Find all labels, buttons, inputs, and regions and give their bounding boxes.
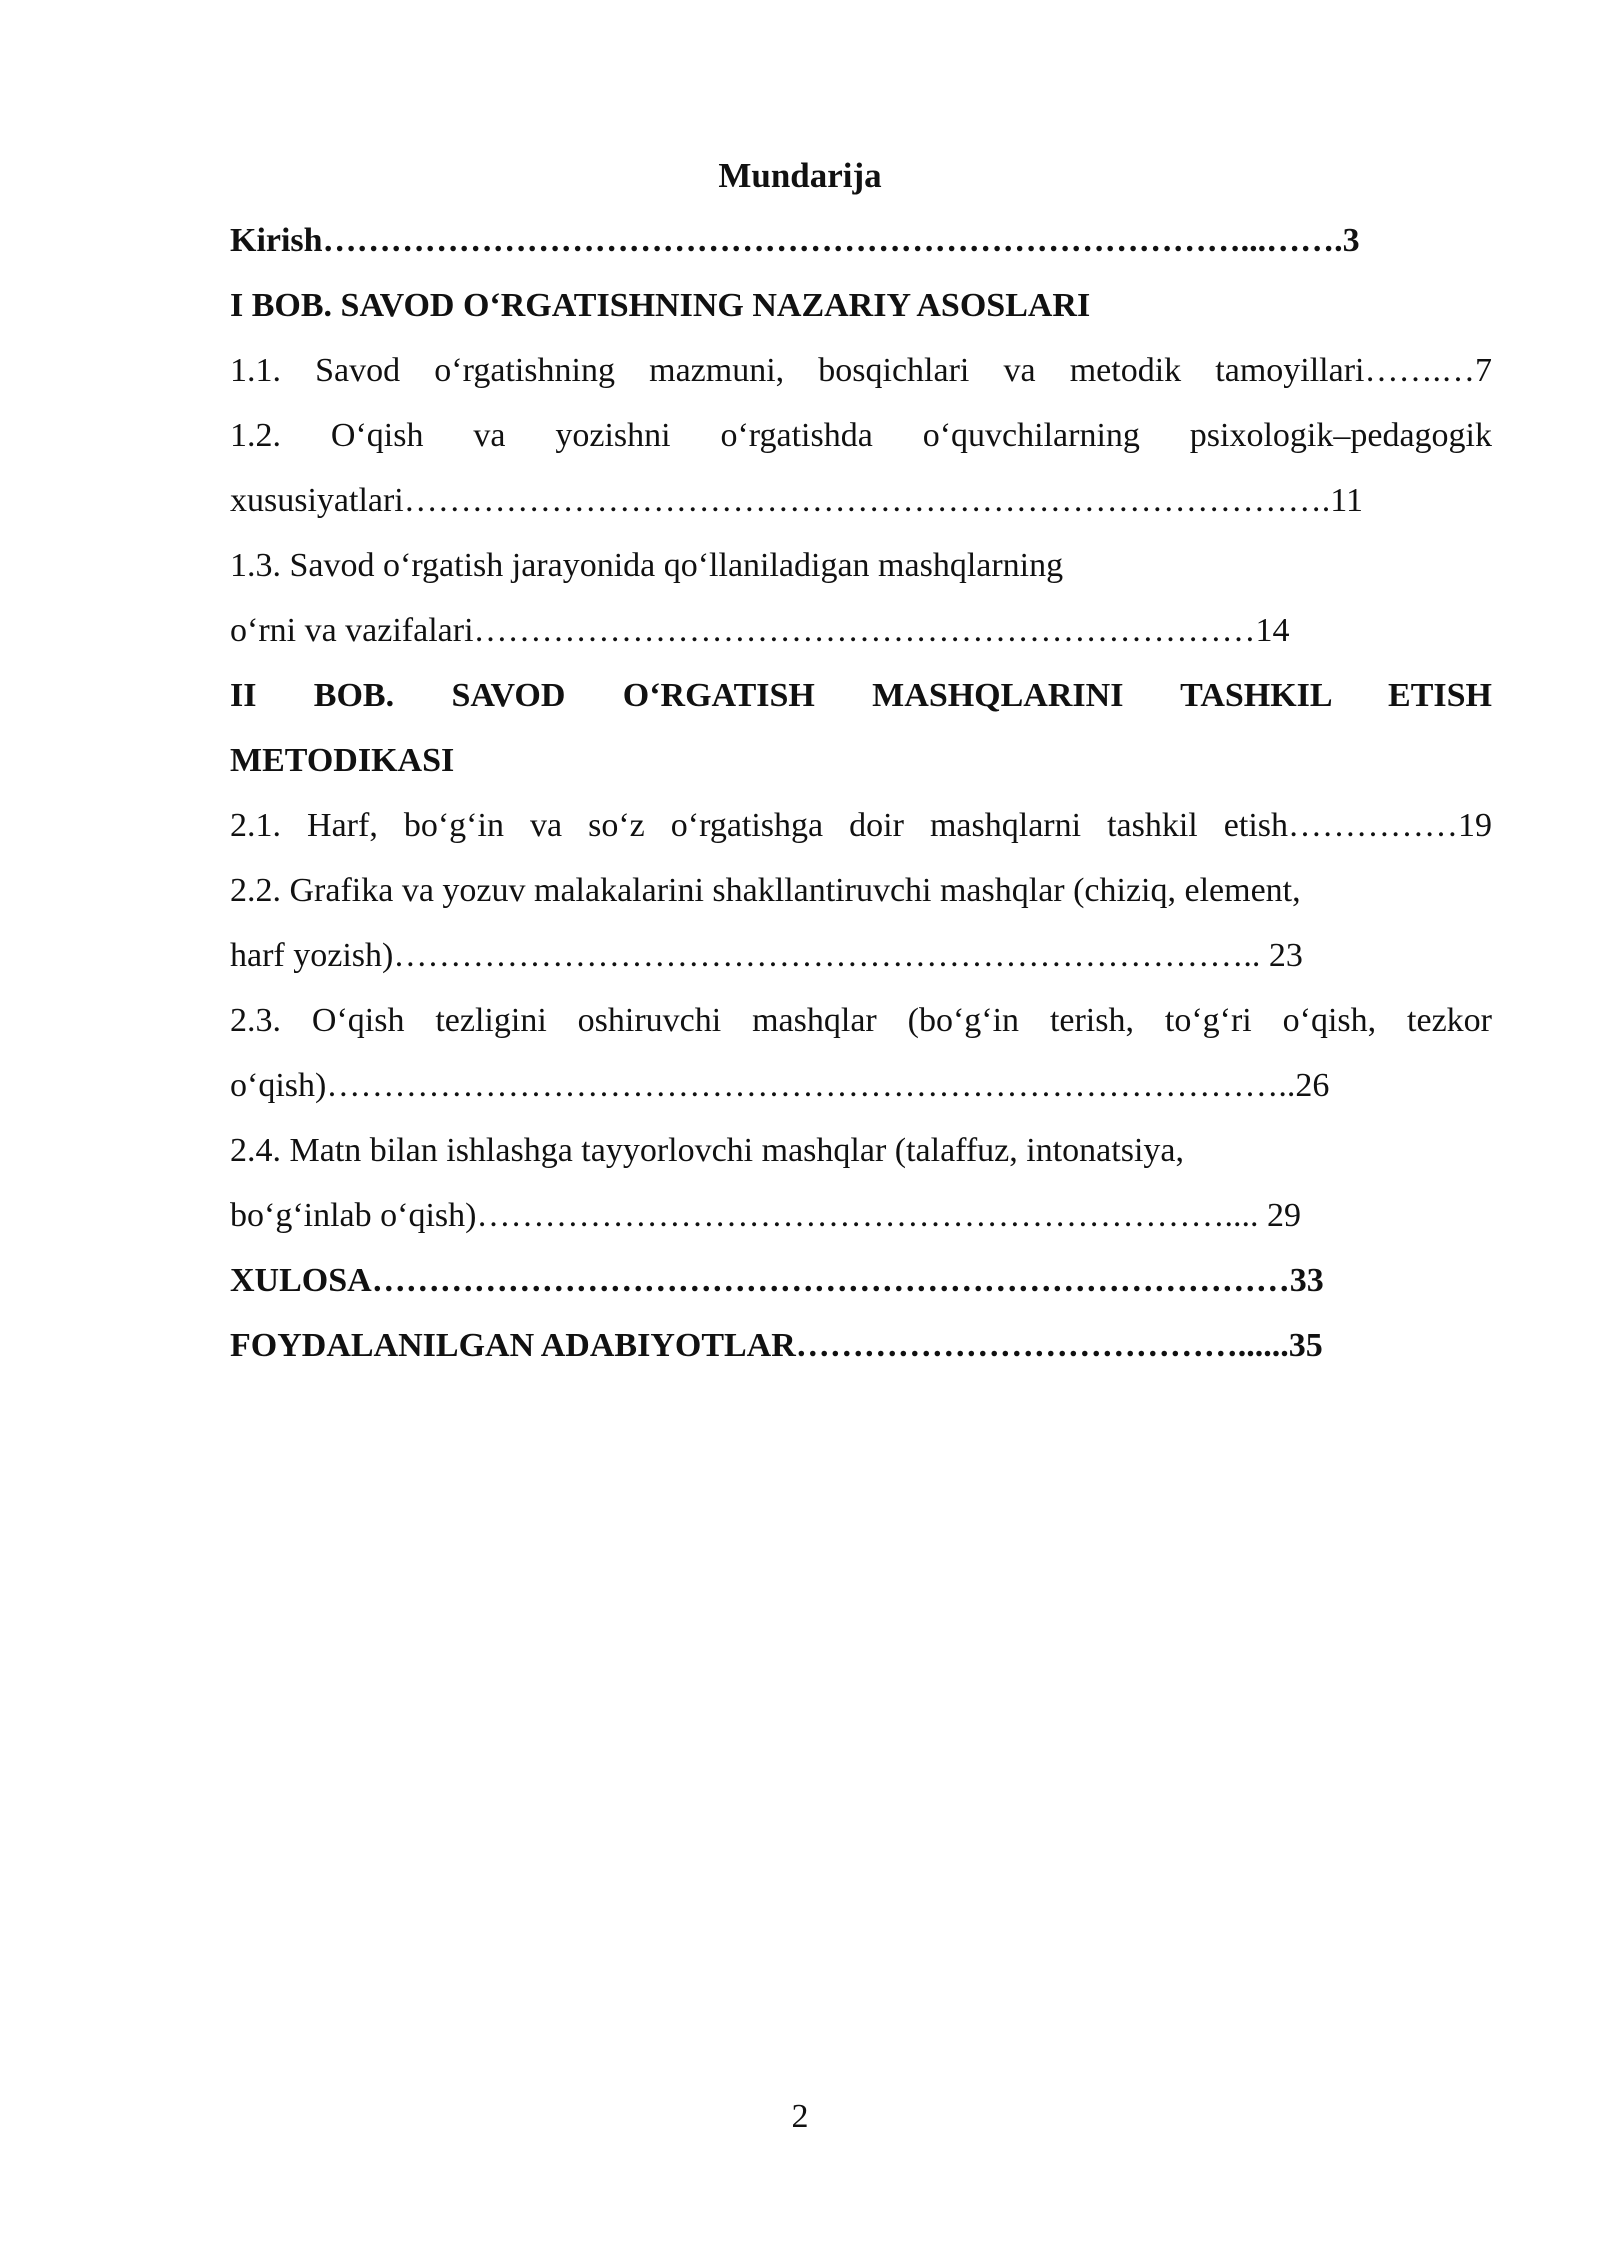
page-number: 2 [791,2098,809,2135]
toc-entry-1-3-line-2: o‘rni va vazifalari……………………………………………………………14 [230,612,1290,649]
toc-entry-2-3-line-1: 2.3. O‘qish tezligini oshiruvchi mashqlar (bo‘g‘in terish, to‘g‘ri o‘qish, tezkor [230,1002,1492,1039]
page-title: Mundarija [718,156,882,195]
toc-chapter-2-heading-line-2: METODIKASI [230,742,455,779]
toc-entry-1-2-line-1: 1.2. O‘qish va yozishni o‘rgatishda o‘quvchilarning psixologik–pedagogik [230,417,1492,454]
toc-entry-xulosa: XULOSA………………………………………………………………………33 [230,1262,1324,1299]
toc-entry-1-3-line-1: 1.3. Savod o‘rgatish jarayonida qo‘llaniladigan mashqlarning [230,547,1064,584]
toc-entry-2-2-line-1: 2.2. Grafika va yozuv malakalarini shakllantiruvchi mashqlar (chiziq, element, [230,872,1301,909]
toc-entry-1-1: 1.1. Savod o‘rgatishning mazmuni, bosqichlari va metodik tamoyillari…….…7 [230,352,1492,389]
toc-entry-1-2-line-2: xususiyatlari……………………………………………………………………….11 [230,482,1363,519]
toc-entry-kirish: Kirish………………………………………………………………………...…….3 [230,222,1360,259]
toc-entry-2-1: 2.1. Harf, bo‘g‘in va so‘z o‘rgatishga doir mashqlarni tashkil etish……………19 [230,807,1492,844]
toc-entry-2-2-line-2: harf yozish)………………………………………………………………….. 23 [230,937,1303,974]
toc-chapter-2-heading-line-1: II BOB. SAVOD O‘RGATISH MASHQLARINI TASHKIL ETISH [230,677,1492,714]
toc-entry-adabiyotlar: FOYDALANILGAN ADABIYOTLAR…………………………………......35 [230,1327,1323,1364]
toc-entry-2-4-line-1: 2.4. Matn bilan ishlashga tayyorlovchi mashqlar (talaffuz, intonatsiya, [230,1132,1184,1169]
toc-entry-2-4-line-2: bo‘g‘inlab o‘qish)………………………………………………………….... 29 [230,1197,1301,1234]
toc-chapter-1-heading: I BOB. SAVOD O‘RGATISHNING NAZARIY ASOSLARI [230,287,1091,324]
toc-entry-2-3-line-2: o‘qish)…………………………………………………………………………..26 [230,1067,1330,1104]
